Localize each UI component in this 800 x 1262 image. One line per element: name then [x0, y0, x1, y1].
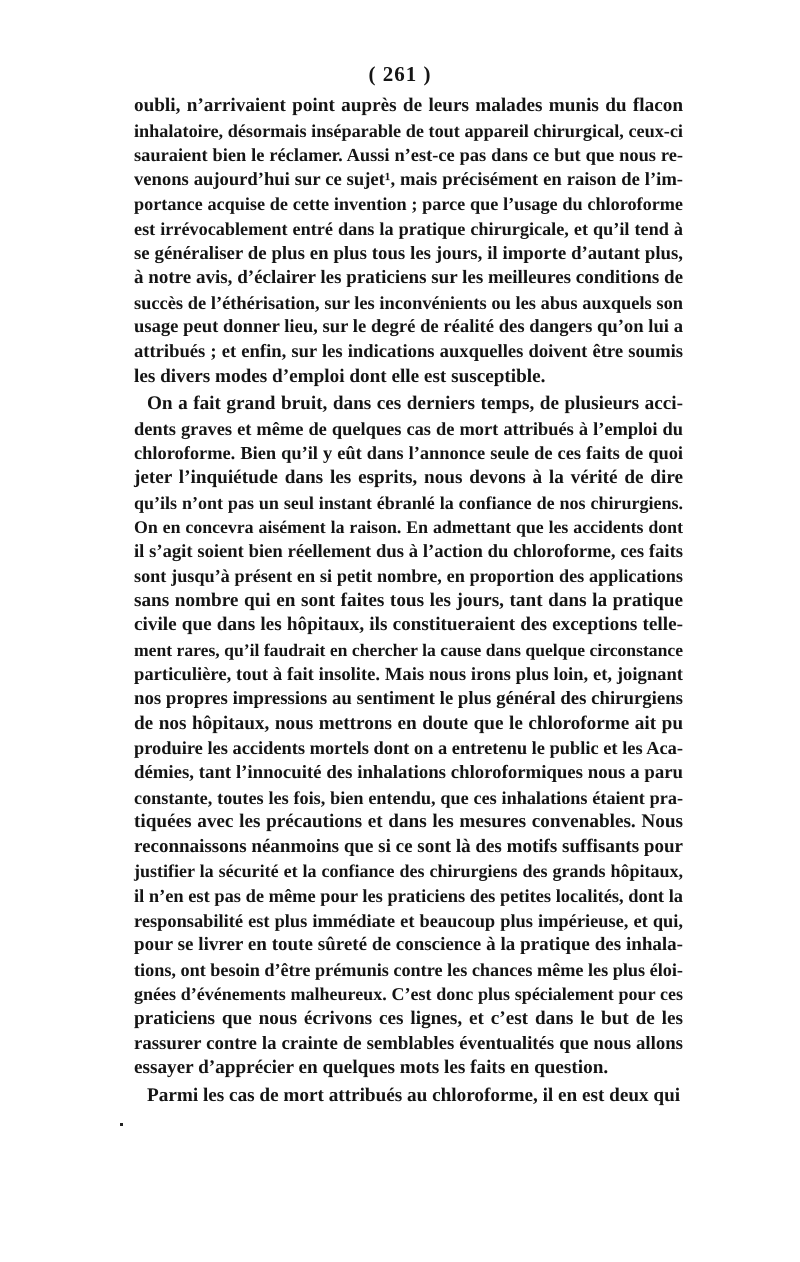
text-line: succès de l’éthérisation, sur les inconvénients ou les abus auxquels son — [134, 292, 683, 313]
text-line: Parmi les cas de mort attribués au chloroforme, il en est deux qui — [147, 1084, 681, 1106]
text-line: particulière, tout à fait insolite. Mais nous irons plus loin, et, joignant — [134, 663, 683, 685]
text-line: démies, tant l’innocuité des inhalations chloroformiques nous a paru — [134, 762, 683, 784]
text-line: chloroforme. Bien qu’il y eût dans l’annonce seule de ces faits de quoi — [134, 443, 683, 464]
text-line: usage peut donner lieu, sur le degré de réalité des dangers qu’on lui a — [134, 316, 683, 338]
paragraph — [134, 1084, 683, 1109]
text-line: reconnaissons néanmoins que si ce sont là des motifs suffisants pour — [134, 835, 683, 857]
text-line: praticiens que nous écrivons ces lignes, et c’est dans le but de les — [134, 1007, 683, 1029]
text-line: tions, ont besoin d’être prémunis contre les chances même les plus éloi- — [134, 959, 683, 980]
text-line: oubli, n’arrivaient point auprès de leurs malades munis du flacon — [134, 95, 683, 116]
text-line: sans nombre qui en sont faites tous les jours, tant dans la pratique — [134, 589, 683, 611]
text-line: ment rares, qu’il faudrait en chercher la cause dans quelque circonstance — [134, 640, 683, 661]
text-line: civile que dans les hôpitaux, ils constitueraient des exceptions telle- — [134, 614, 683, 636]
text-line: essayer d’apprécier en quelques mots les faits en question. — [134, 1057, 609, 1079]
text-line: justifier la sécurité et la confiance des chirurgiens des grands hôpitaux, — [134, 861, 683, 882]
stray-ink-mark — [120, 1123, 123, 1126]
text-line: inhalatoire, désormais inséparable de tout appareil chirurgical, ceux-ci — [134, 120, 683, 141]
paragraph — [134, 94, 683, 389]
text-line: produire les accidents mortels dont on a entretenu le public et les Aca- — [134, 738, 683, 759]
paragraph — [134, 392, 683, 1081]
text-line: gnées d’événements malheureux. C’est donc plus spécialement pour ces — [134, 984, 683, 1005]
page-number: ( 261 ) — [368, 62, 432, 86]
text-line: se généraliser de plus en plus tous les jours, il importe d’autant plus, — [134, 242, 683, 264]
text-line: il s’agit soient bien réellement dus à l’action du chloroforme, ces faits — [134, 540, 683, 562]
text-line: portance acquise de cette invention ; parce que l’usage du chloroforme — [134, 194, 683, 215]
text-line: il n’en est pas de même pour les praticiens des petites localités, dont la — [134, 886, 683, 906]
text-line: constante, toutes les fois, bien entendu, que ces inhalations étaient pra- — [134, 787, 683, 808]
body-text — [134, 94, 683, 1108]
text-line: pour se livrer en toute sûreté de conscience à la pratique des inhala- — [134, 934, 683, 956]
text-line: sauraient bien le réclamer. Aussi n’est-ce pas dans ce but que nous re- — [134, 145, 683, 166]
text-line: sont jusqu’à présent en si petit nombre, en proportion des applications — [134, 566, 683, 587]
text-line: de nos hôpitaux, nous mettrons en doute que le chloroforme ait pu — [134, 712, 683, 734]
text-line: venons aujourd’hui sur ce sujet¹, mais précisément en raison de l’im- — [134, 168, 683, 190]
text-line: attribués ; et enfin, sur les indications auxquelles doivent être soumis — [134, 340, 683, 362]
text-line: est irrévocablement entré dans la pratique chirurgicale, et qu’il tend à — [134, 218, 683, 239]
text-line: qu’ils n’ont pas un seul instant ébranlé la confiance de nos chirurgiens. — [134, 492, 683, 513]
text-line: On a fait grand bruit, dans ces derniers temps, de plusieurs acci- — [147, 393, 683, 415]
text-line: dents graves et même de quelques cas de mort attribués à l’emploi du — [134, 418, 683, 439]
text-line: jeter l’inquiétude dans les esprits, nous devons à la vérité de dire — [134, 466, 683, 488]
text-line: à notre avis, d’éclairer les praticiens sur les meilleures conditions de — [134, 267, 683, 289]
text-line: nos propres impressions au sentiment le plus général des chirurgiens — [134, 688, 683, 710]
text-line: responsabilité est plus immédiate et beaucoup plus impérieuse, et qui, — [134, 910, 683, 931]
text-line: On en concevra aisément la raison. En admettant que les accidents dont — [134, 517, 683, 538]
text-line: tiquées avec les précautions et dans les mesures convenables. Nous — [134, 811, 683, 833]
text-line: les divers modes d’emploi dont elle est susceptible. — [134, 365, 546, 387]
text-line: rassurer contre la crainte de semblables éventualités que nous allons — [134, 1032, 683, 1054]
